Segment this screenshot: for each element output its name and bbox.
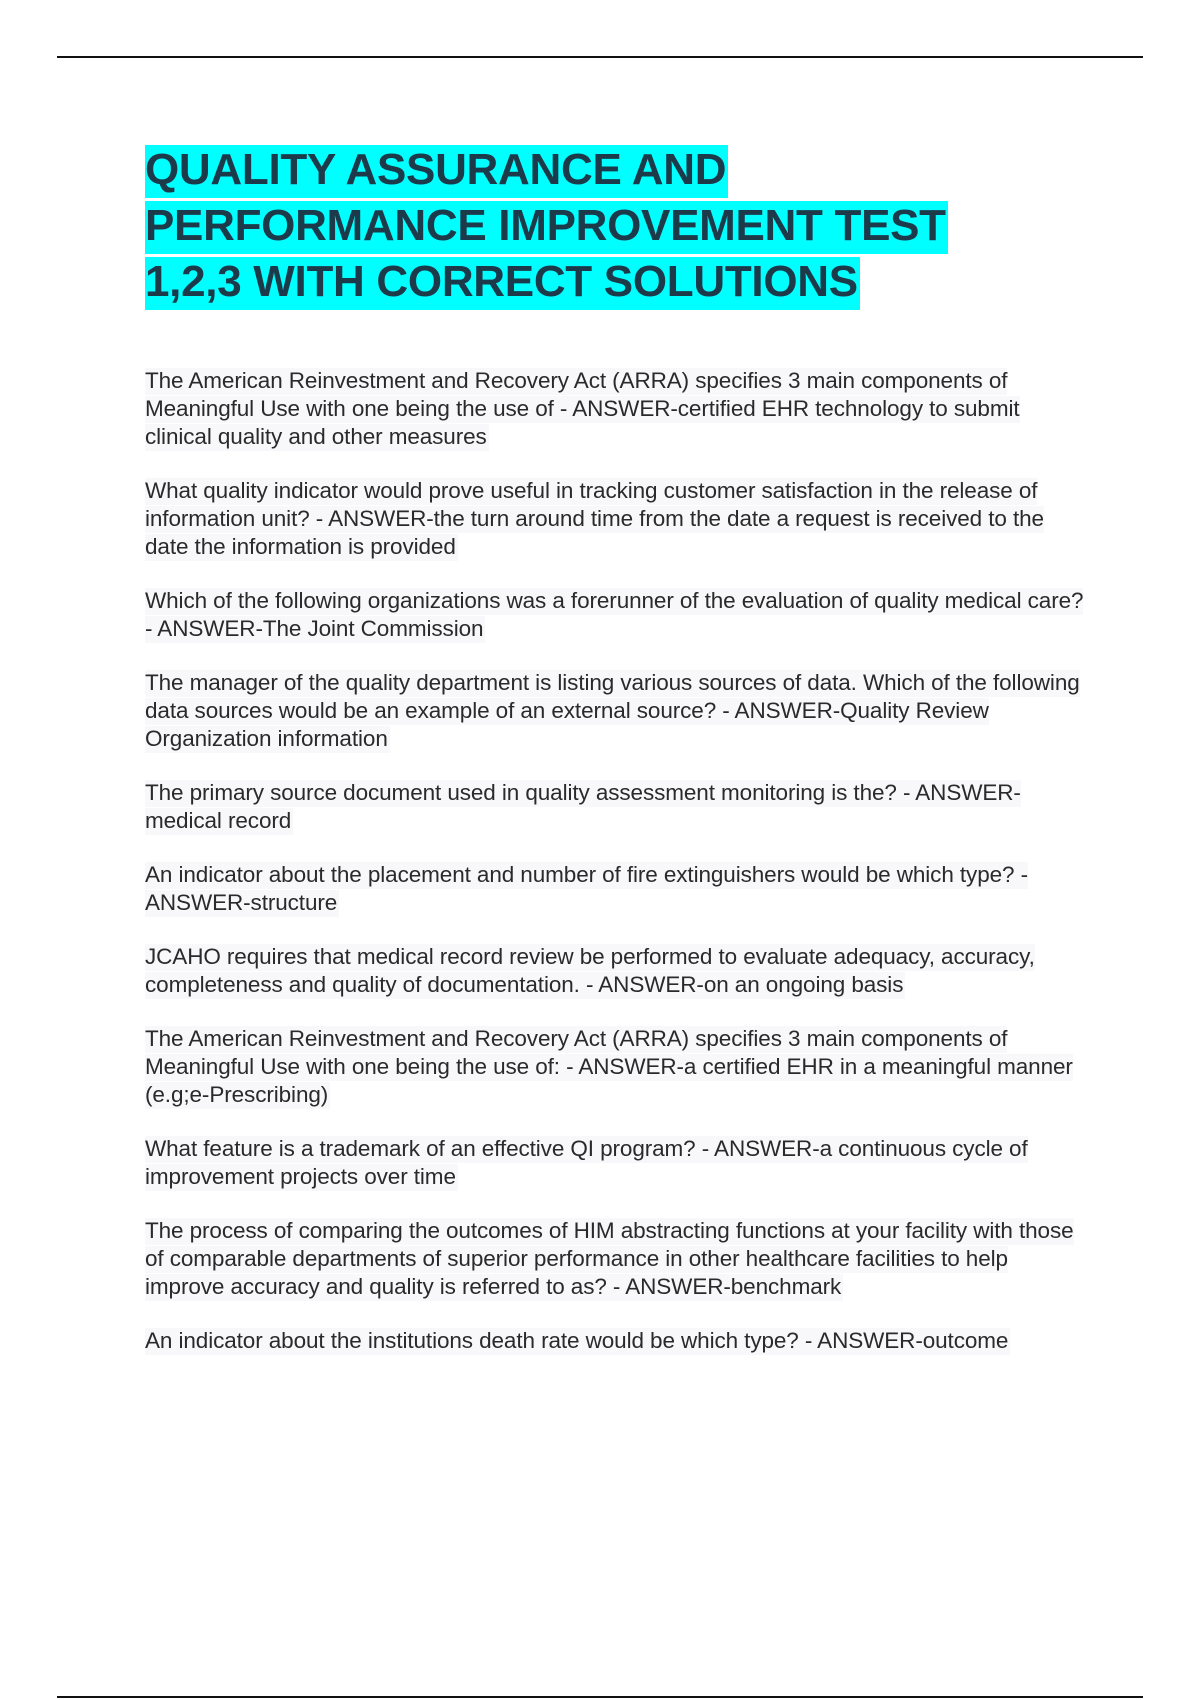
qa-item-text: The American Reinvestment and Recovery Act (ARRA) specifies 3 main components of Meaningful Use with one being the use of: - ANSWER-a certified EHR in a meaningful manner (e.g;e-Prescribing) <box>145 1026 1073 1107</box>
qa-item <box>145 477 1090 561</box>
qa-item-text: The manager of the quality department is listing various sources of data. Which of the following data sources would be an example of an external source? - ANSWER-Quality Review Organization information <box>145 670 1080 751</box>
qa-item <box>145 779 1090 835</box>
qa-item <box>145 367 1090 451</box>
title-line-2: PERFORMANCE IMPROVEMENT TEST <box>145 201 948 254</box>
qa-item <box>145 943 1090 999</box>
qa-item-text: What feature is a trademark of an effective QI program? - ANSWER-a continuous cycle of improvement projects over time <box>145 1136 1028 1189</box>
title-line-1: QUALITY ASSURANCE AND <box>145 145 728 198</box>
qa-item-text: An indicator about the placement and number of fire extinguishers would be which type? - ANSWER-structure <box>145 862 1028 915</box>
qa-item-text: JCAHO requires that medical record review be performed to evaluate adequacy, accuracy, completeness and quality of documentation. - ANSWER-on an ongoing basis <box>145 944 1035 997</box>
qa-item <box>145 861 1090 917</box>
title-line-3: 1,2,3 WITH CORRECT SOLUTIONS <box>145 257 860 310</box>
qa-item-text: The American Reinvestment and Recovery Act (ARRA) specifies 3 main components of Meaningful Use with one being the use of - ANSWER-certified EHR technology to submit clinical quality and other measures <box>145 368 1020 449</box>
qa-list <box>145 367 1090 1381</box>
qa-item <box>145 1135 1090 1191</box>
qa-item-text: What quality indicator would prove useful in tracking customer satisfaction in the release of information unit? - ANSWER-the turn around time from the date a request is received to the date the information is provided <box>145 478 1044 559</box>
qa-item-text: The primary source document used in quality assessment monitoring is the? - ANSWER-medical record <box>145 780 1021 833</box>
qa-item-text: An indicator about the institutions death rate would be which type? - ANSWER-outcome <box>145 1328 1009 1353</box>
qa-item-text: Which of the following organizations was a forerunner of the evaluation of quality medical care? - ANSWER-The Joint Commission <box>145 588 1084 641</box>
document-title <box>145 142 1105 310</box>
qa-item-text: The process of comparing the outcomes of HIM abstracting functions at your facility with those of comparable departments of superior performance in other healthcare facilities to help improve accuracy and quality is referred to as? - ANSWER-benchmark <box>145 1218 1074 1299</box>
top-rule <box>57 56 1143 58</box>
qa-item <box>145 1217 1090 1301</box>
qa-item <box>145 1327 1090 1355</box>
qa-item <box>145 587 1090 643</box>
qa-item <box>145 1025 1090 1109</box>
bottom-rule <box>57 1696 1143 1698</box>
qa-item <box>145 669 1090 753</box>
